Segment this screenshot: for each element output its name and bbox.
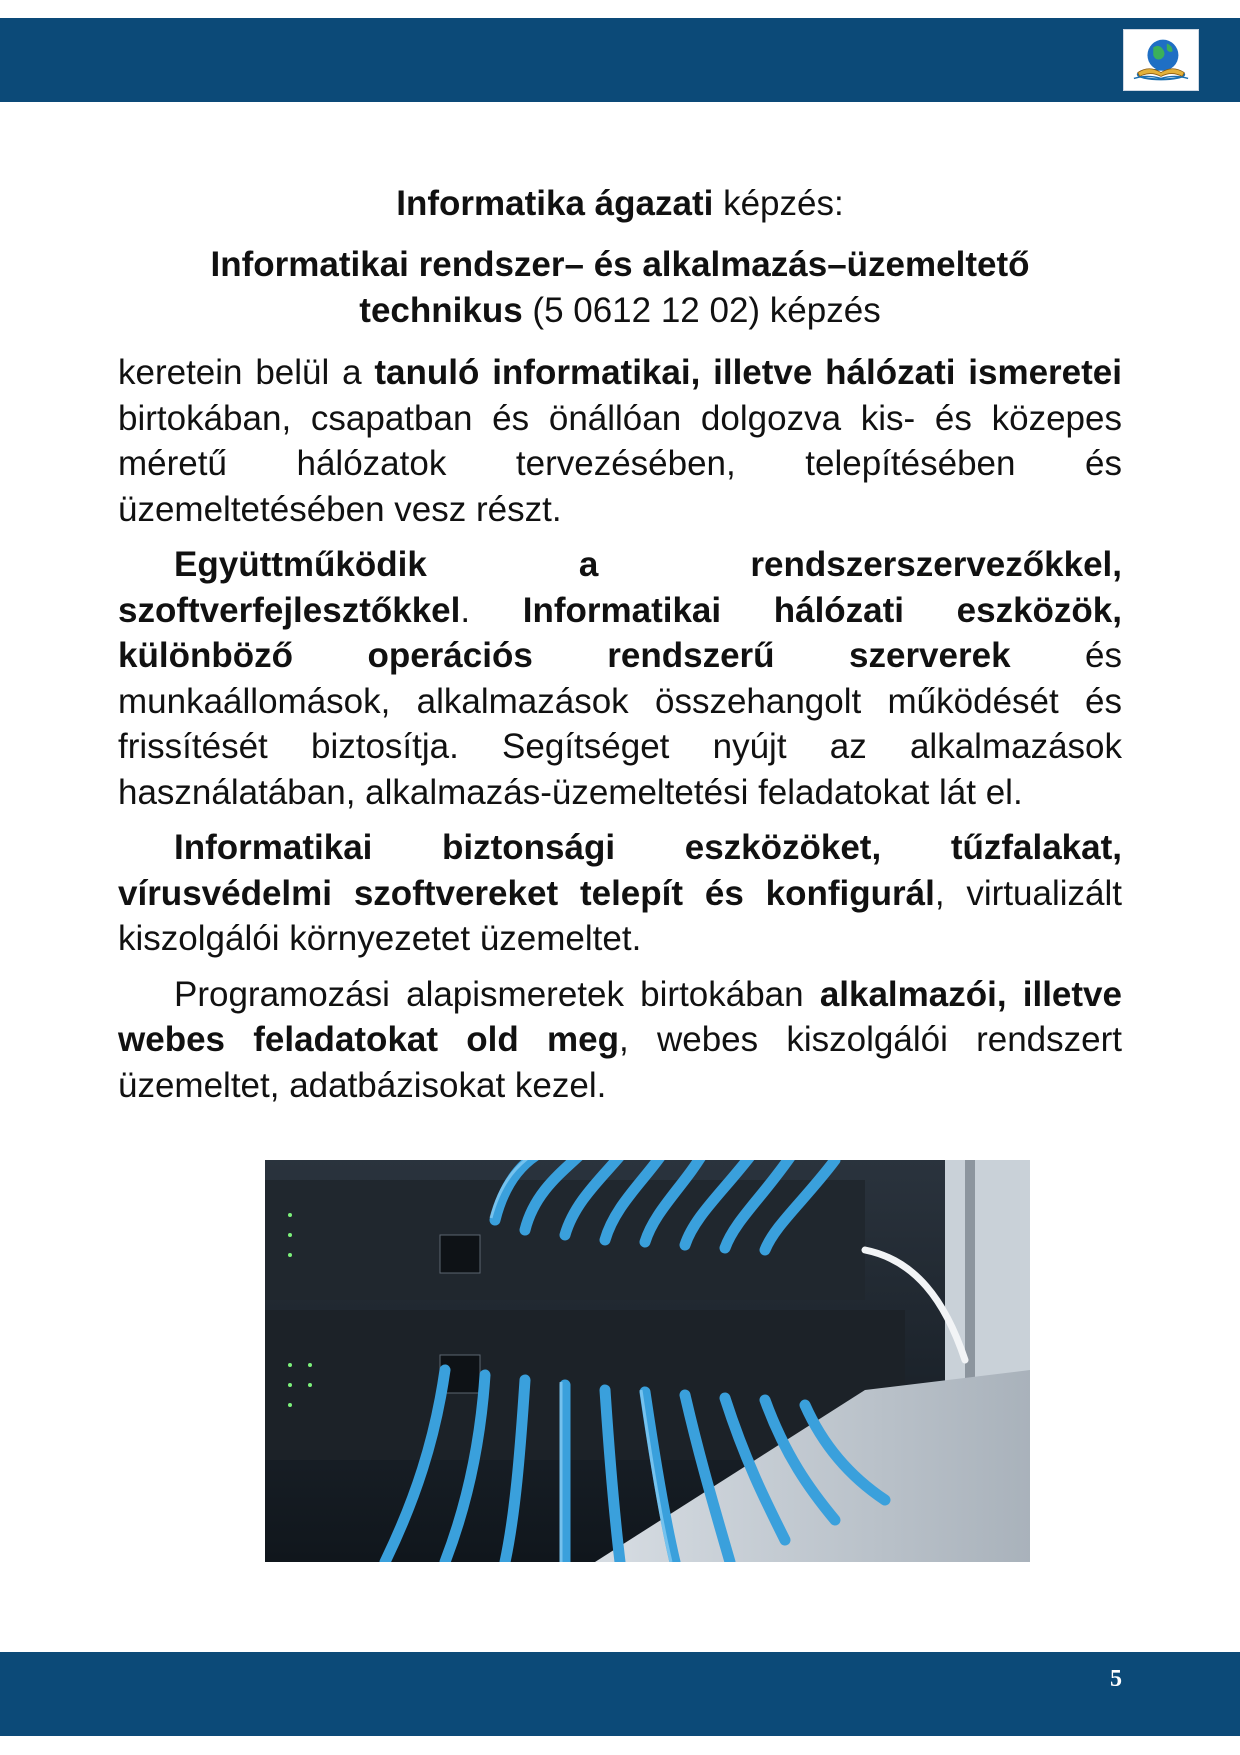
page-number: 5 (1110, 1666, 1122, 1692)
p2-bold-c: Informatikai hálózati eszközök, különböző operációs rendszerű szerverek (118, 590, 1123, 675)
header-bar (0, 18, 1240, 102)
paragraph-3 (118, 825, 1122, 962)
p1-text-c: birtokában, csapatban és önállóan dolgozva kis- és közepes méretű hálózatok tervezésében, telepítésében és üzemeltetésében vesz részt. (118, 398, 1122, 529)
p2-bold-a: Együttműködik a rendszerszervezőkkel, szoftverfejlesztőkkel (118, 545, 1122, 630)
p3-bold: Informatikai biztonsági eszközöket, tűzfalakat, vírusvédelmi szoftvereket telepít és konfigurál (118, 828, 1122, 913)
p2-text-b: . (460, 590, 523, 630)
title-rest: képzés: (713, 184, 844, 223)
paragraph-4 (118, 972, 1122, 1109)
p4-bold: alkalmazói, illetve webes feladatokat old meg (118, 974, 1122, 1059)
p4-text-c: , webes kiszolgálói rendszert üzemeltet, adatbázisokat kezel. (118, 1020, 1122, 1105)
paragraph-1 (118, 350, 1122, 532)
p1-text-a: keretein belül a (118, 353, 375, 392)
p3-text-b: , virtualizált kiszolgálói környezetet üzemeltet. (118, 873, 1123, 958)
p1-bold: tanuló informatikai, illetve hálózati ismeretei (374, 353, 1122, 392)
subtitle-bold-1: Informatikai rendszer– és alkalmazás–üzemeltető (210, 245, 1030, 284)
body-text (118, 350, 1122, 1118)
subtitle-rest: (5 0612 12 02) képzés (522, 291, 881, 330)
page-subtitle (118, 242, 1122, 334)
paragraph-2 (118, 542, 1122, 815)
page-title (0, 182, 1240, 226)
p2-text-d: és munkaállomások, alkalmazások összehangolt működését és frissítését biztosítja. Segítséget nyújt az alkalmazások használatában, alkalmazás-üzemeltetési feladatokat lát el. (118, 636, 1122, 812)
footer-bar (0, 1652, 1240, 1736)
title-bold: Informatika ágazati (396, 184, 714, 223)
globe-book-logo-icon (1123, 29, 1199, 91)
network-switch-photo (265, 1160, 1030, 1562)
subtitle-bold-2: technikus (359, 291, 523, 330)
p4-text-a: Programozási alapismeretek birtokában (174, 974, 820, 1014)
